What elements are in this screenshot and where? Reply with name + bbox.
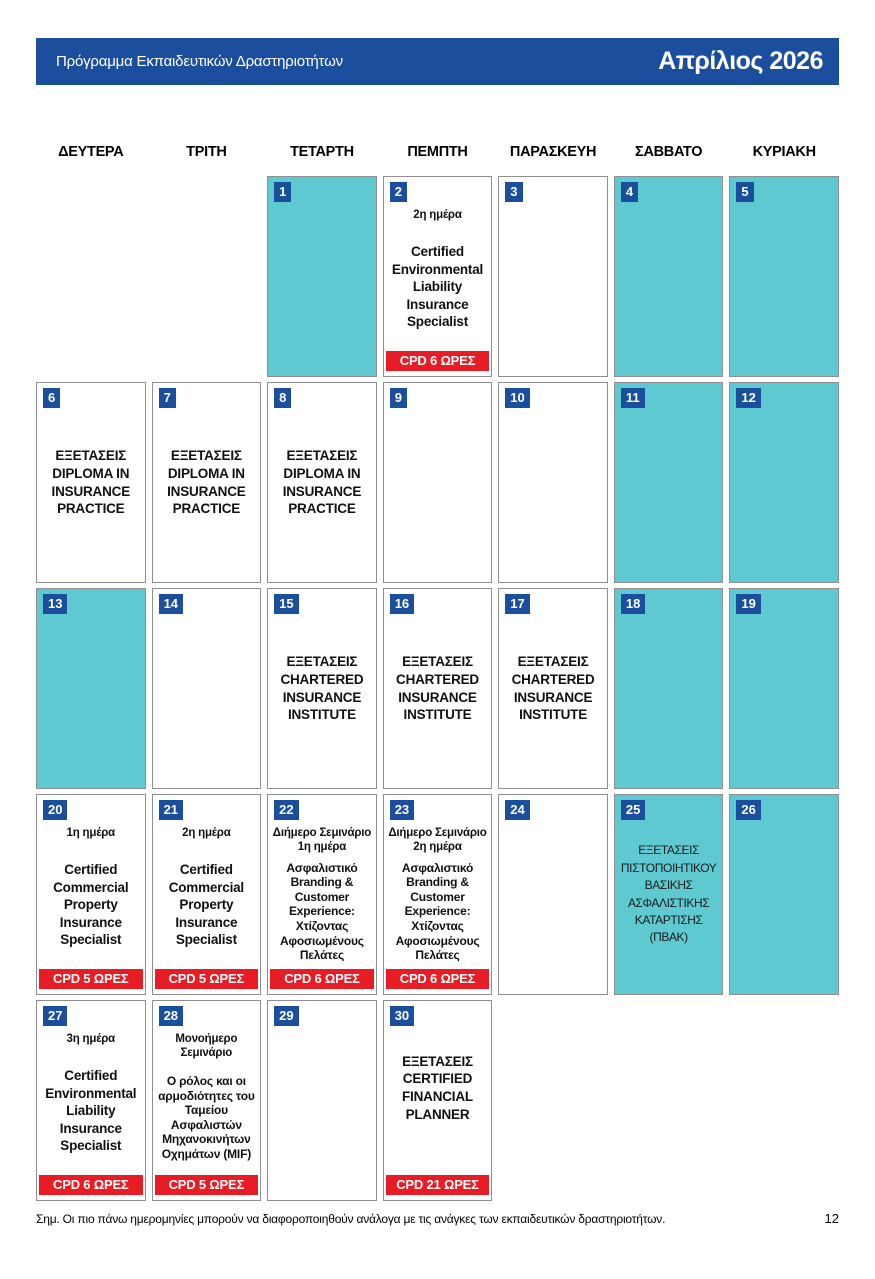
- day-cell-27: [36, 1000, 146, 1201]
- empty-slot: [152, 176, 262, 377]
- day-number-badge: 2: [390, 182, 407, 202]
- weekday-label-2: ΤΡΙΤΗ: [186, 144, 227, 160]
- empty-slot: [614, 1000, 724, 1201]
- day-number-badge: 22: [274, 800, 298, 820]
- page-number: 12: [824, 1211, 839, 1226]
- cpd-hours-badge: CPD 5 ΩΡΕΣ: [155, 1175, 259, 1195]
- weekday-label-7: ΚΥΡΙΑΚΗ: [752, 144, 816, 160]
- day-cell-18: [614, 588, 724, 789]
- event-title: Certified Commercial Property Insurance Specialist: [168, 862, 244, 948]
- day-number-badge: 4: [621, 182, 638, 202]
- day-cell-1: [267, 176, 377, 377]
- cpd-hours-badge: CPD 5 ΩΡΕΣ: [155, 969, 259, 989]
- event-title: ΕΞΕΤΑΣΕΙΣ CHARTERED INSURANCE INSTITUTE: [396, 654, 479, 723]
- day-number-badge: 18: [621, 594, 645, 614]
- day-cell-2: [383, 176, 493, 377]
- event-title-area: [615, 589, 723, 788]
- day-cell-14: [152, 588, 262, 789]
- day-number-badge: 11: [621, 388, 645, 408]
- day-cell-24: [498, 794, 608, 995]
- event-title: ΕΞΕΤΑΣΕΙΣ ΠΙΣΤΟΠΟΙΗΤΙΚΟΥ ΒΑΣΙΚΗΣ ΑΣΦΑΛΙΣΤΙΚΗΣ ΚΑΤΑΡΤΙΣΗΣ (ΠΒΑΚ): [620, 843, 717, 945]
- event-title-area: [268, 589, 376, 788]
- event-title-area: [37, 841, 145, 969]
- event-title: Ασφαλιστικό Branding & Customer Experience: Χτίζοντας Αφοσιωμένους Πελάτες: [395, 860, 480, 963]
- day-cell-3: [498, 176, 608, 377]
- event-title: ΕΞΕΤΑΣΕΙΣ DIPLOMA IN INSURANCE PRACTICE: [51, 448, 131, 517]
- event-title-area: [37, 589, 145, 788]
- cpd-hours-badge: CPD 6 ΩΡΕΣ: [39, 1175, 143, 1195]
- day-cell-15: [267, 588, 377, 789]
- event-title-area: [268, 855, 376, 969]
- day-cell-28: [152, 1000, 262, 1201]
- day-number-badge: 30: [390, 1006, 414, 1026]
- event-title-area: [615, 795, 723, 994]
- event-title-area: [499, 589, 607, 788]
- event-subtitle: 2η ημέρα: [182, 827, 231, 839]
- day-number-badge: 9: [390, 388, 407, 408]
- calendar-page: [0, 38, 875, 1279]
- calendar-grid: [36, 176, 839, 1201]
- event-subtitle: 1η ημέρα: [66, 827, 115, 839]
- day-number-badge: 16: [390, 594, 414, 614]
- day-number-badge: 17: [505, 594, 529, 614]
- cpd-hours-badge: CPD 6 ΩΡΕΣ: [270, 969, 374, 989]
- day-number-badge: 7: [159, 388, 176, 408]
- empty-slot: [729, 1000, 839, 1201]
- event-title: ΕΞΕΤΑΣΕΙΣ CERTIFIED FINANCIAL PLANNER: [402, 1053, 473, 1122]
- day-cell-6: [36, 382, 146, 583]
- day-cell-25: [614, 794, 724, 995]
- day-number-badge: 5: [736, 182, 753, 202]
- day-cell-22: [267, 794, 377, 995]
- event-title: Ο ρόλος και οι αρμοδιότητες του Ταμείου Ασφαλιστών Μηχανοκινήτων Οχημάτων (MIF): [158, 1073, 255, 1162]
- event-title: ΕΞΕΤΑΣΕΙΣ DIPLOMA IN INSURANCE PRACTICE: [167, 448, 246, 517]
- day-number-badge: 24: [505, 800, 529, 820]
- event-subtitle: 2η ημέρα: [413, 209, 462, 221]
- day-number-badge: 6: [43, 388, 60, 408]
- day-cell-20: [36, 794, 146, 995]
- day-number-badge: 25: [621, 800, 645, 820]
- day-cell-13: [36, 588, 146, 789]
- event-title-area: [153, 383, 261, 582]
- event-subtitle: 3η ημέρα: [66, 1033, 115, 1045]
- event-title-area: [615, 383, 723, 582]
- day-number-badge: 20: [43, 800, 67, 820]
- cpd-hours-badge: CPD 6 ΩΡΕΣ: [386, 969, 490, 989]
- empty-slot: [36, 176, 146, 377]
- event-title-area: [499, 177, 607, 376]
- event-title-area: [384, 589, 492, 788]
- day-cell-9: [383, 382, 493, 583]
- weekday-header-row: [36, 143, 839, 161]
- header-bar: [36, 38, 839, 85]
- event-title-area: [615, 177, 723, 376]
- day-number-badge: 26: [736, 800, 760, 820]
- month-year-label: Απρίλιος 2026: [658, 47, 823, 75]
- day-cell-21: [152, 794, 262, 995]
- event-title-area: [730, 795, 838, 994]
- day-cell-26: [729, 794, 839, 995]
- event-title: Certified Environmental Liability Insurance Specialist: [45, 1068, 137, 1154]
- day-cell-12: [729, 382, 839, 583]
- event-title-area: [37, 383, 145, 582]
- event-title-area: [499, 795, 607, 994]
- event-title-area: [384, 383, 492, 582]
- event-title: ΕΞΕΤΑΣΕΙΣ CHARTERED INSURANCE INSTITUTE: [511, 654, 595, 723]
- day-number-badge: 1: [274, 182, 291, 202]
- day-cell-4: [614, 176, 724, 377]
- event-title-area: [730, 177, 838, 376]
- footer-note: Σημ. Οι πιο πάνω ημερομηνίες μπορούν να διαφοροποιηθούν ανάλογα με τις ανάγκες των εκπαιδευτικών δραστηριοτήτων.: [36, 1212, 666, 1226]
- weekday-label-4: ΠΕΜΠΤΗ: [407, 144, 468, 160]
- day-number-badge: 21: [159, 800, 183, 820]
- event-title: Certified Commercial Property Insurance Specialist: [53, 862, 129, 948]
- day-cell-11: [614, 382, 724, 583]
- event-subtitle: Διήμερο Σεμινάριο 1η ημέρα: [272, 827, 372, 853]
- day-cell-17: [498, 588, 608, 789]
- cpd-hours-badge: CPD 5 ΩΡΕΣ: [39, 969, 143, 989]
- day-cell-23: [383, 794, 493, 995]
- event-title: Certified Environmental Liability Insurance Specialist: [391, 244, 484, 330]
- weekday-label-1: ΔΕΥΤΕΡΑ: [58, 144, 124, 160]
- event-title-area: [384, 1001, 492, 1175]
- weekday-label-6: ΣΑΒΒΑΤΟ: [635, 144, 703, 160]
- cpd-hours-badge: CPD 6 ΩΡΕΣ: [386, 351, 490, 371]
- empty-slot: [498, 1000, 608, 1201]
- day-cell-7: [152, 382, 262, 583]
- day-cell-16: [383, 588, 493, 789]
- day-number-badge: 27: [43, 1006, 67, 1026]
- event-title: Ασφαλιστικό Branding & Customer Experience: Χτίζοντας Αφοσιωμένους Πελάτες: [279, 860, 364, 963]
- event-subtitle: Μονοήμερο Σεμινάριο: [175, 1033, 238, 1059]
- day-cell-8: [267, 382, 377, 583]
- event-title: ΕΞΕΤΑΣΕΙΣ DIPLOMA IN INSURANCE PRACTICE: [282, 448, 362, 517]
- event-title-area: [153, 589, 261, 788]
- event-title-area: [499, 383, 607, 582]
- weekday-label-5: ΠΑΡΑΣΚΕΥΗ: [509, 144, 597, 160]
- event-title-area: [384, 223, 492, 351]
- cpd-hours-badge: CPD 21 ΩΡΕΣ: [386, 1175, 490, 1195]
- event-title-area: [153, 1061, 261, 1175]
- day-number-badge: 28: [159, 1006, 183, 1026]
- day-cell-10: [498, 382, 608, 583]
- day-number-badge: 14: [159, 594, 183, 614]
- page-title: Πρόγραμμα Εκπαιδευτικών Δραστηριοτήτων: [56, 53, 343, 70]
- day-number-badge: 23: [390, 800, 414, 820]
- event-title-area: [268, 383, 376, 582]
- day-number-badge: 12: [736, 388, 760, 408]
- day-number-badge: 13: [43, 594, 67, 614]
- weekday-label-3: ΤΕΤΑΡΤΗ: [290, 144, 354, 160]
- event-title-area: [730, 589, 838, 788]
- event-title-area: [268, 177, 376, 376]
- day-cell-19: [729, 588, 839, 789]
- day-number-badge: 29: [274, 1006, 298, 1026]
- event-title-area: [268, 1001, 376, 1200]
- event-title-area: [730, 383, 838, 582]
- day-number-badge: 15: [274, 594, 298, 614]
- day-cell-29: [267, 1000, 377, 1201]
- day-number-badge: 8: [274, 388, 291, 408]
- footer: [36, 1211, 839, 1226]
- event-title-area: [153, 841, 261, 969]
- day-cell-30: [383, 1000, 493, 1201]
- event-title: ΕΞΕΤΑΣΕΙΣ CHARTERED INSURANCE INSTITUTE: [280, 654, 364, 723]
- day-number-badge: 10: [505, 388, 529, 408]
- event-title-area: [384, 855, 492, 969]
- event-subtitle: Διήμερο Σεμινάριο 2η ημέρα: [388, 827, 487, 853]
- day-number-badge: 3: [505, 182, 522, 202]
- day-number-badge: 19: [736, 594, 760, 614]
- event-title-area: [37, 1047, 145, 1175]
- day-cell-5: [729, 176, 839, 377]
